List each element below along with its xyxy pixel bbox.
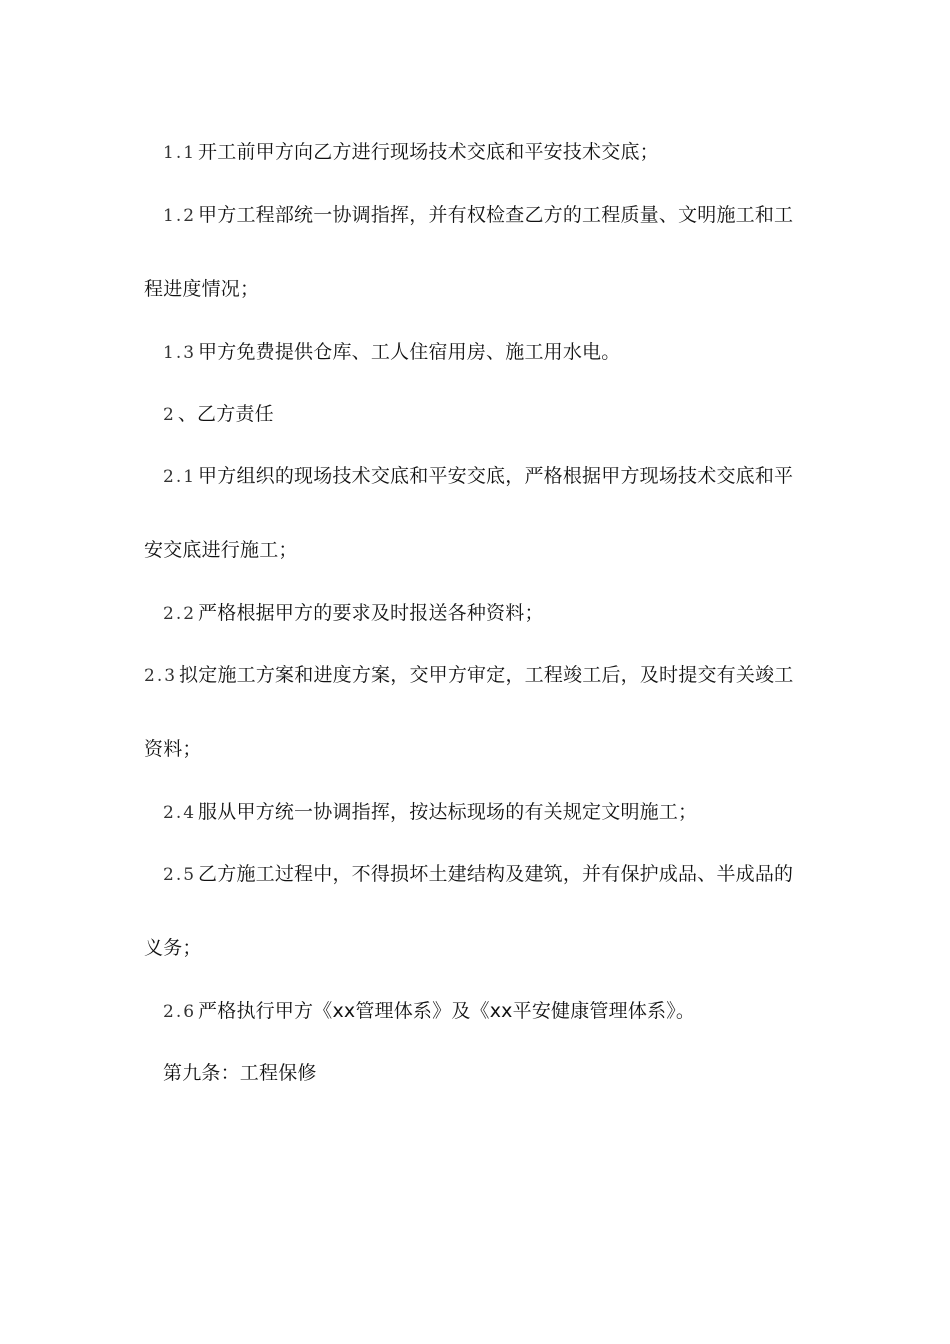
clause-number: 2.6 [163,1002,197,1022]
clause-1-3 [163,340,620,365]
clause-text: 拟定施工方案和进度方案，交甲方审定，工程竣工后，及时提交有关竣工 [179,664,794,686]
clause-text: 严格执行甲方《xx管理体系》及《xx平安健康管理体系》。 [198,1000,696,1022]
clause-number: 1.3 [163,343,197,363]
clause-text: 严格根据甲方的要求及时报送各种资料； [198,602,544,624]
clause-number: 2.5 [163,865,197,885]
clause-2-3-continued [144,737,202,761]
clause-1-1 [163,140,659,165]
clause-2-3 [144,663,793,688]
clause-2-5-continued [144,936,202,960]
clause-2-1 [163,464,793,489]
clause-number: 2.3 [144,666,178,686]
clause-2-1-continued [144,538,298,562]
clause-text: 义务； [144,937,202,959]
clause-text: 开工前甲方向乙方进行现场技术交底和平安技术交底； [198,141,659,163]
section-2-heading [163,402,274,427]
clause-text: 第九条：工程保修 [163,1062,317,1084]
article-9-heading [163,1061,317,1085]
clause-text: 资料； [144,738,202,760]
clause-number: 2.4 [163,803,197,823]
clause-number: 2.2 [163,604,197,624]
clause-text: 、乙方责任 [177,403,274,425]
clause-text: 安交底进行施工； [144,539,298,561]
clause-2-4 [163,800,697,825]
clause-text: 甲方组织的现场技术交底和平安交底，严格根据甲方现场技术交底和平 [198,465,794,487]
clause-1-2 [163,203,793,228]
clause-2-2 [163,601,544,626]
clause-number: 1.2 [163,206,197,226]
clause-2-5 [163,862,793,887]
clause-2-6 [163,999,695,1024]
clause-number: 1.1 [163,143,197,163]
clause-text: 程进度情况； [144,278,260,300]
clause-number: 2 [163,405,176,425]
clause-text: 乙方施工过程中，不得损坏土建结构及建筑，并有保护成品、半成品的 [198,863,794,885]
clause-1-2-continued [144,277,259,301]
clause-number: 2.1 [163,467,197,487]
clause-text: 服从甲方统一协调指挥，按达标现场的有关规定文明施工； [198,801,698,823]
clause-text: 甲方免费提供仓库、工人住宿用房、施工用水电。 [198,341,621,363]
clause-text: 甲方工程部统一协调指挥，并有权检查乙方的工程质量、文明施工和工 [198,204,794,226]
